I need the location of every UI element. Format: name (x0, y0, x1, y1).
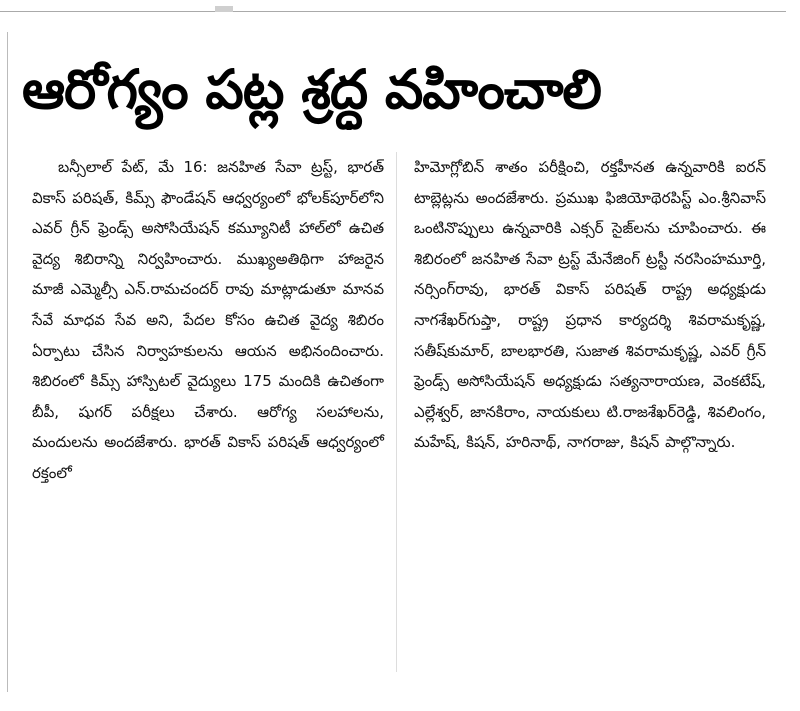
article-headline: ఆరోగ్యం పట్ల శ్రద్ధ వహించాలి (22, 58, 601, 121)
top-edge-fragment (215, 6, 233, 12)
article-column-left: బన్సీలాల్ పేట్, మే 16: జనహిత సేవా ట్రస్ట్, భారత్ వికాస్ పరిషత్, కిమ్స్ ఫౌండేషన్ ఆధ్వర్యంలో భోలక్‌పూర్‌లోని ఎవర్ గ్రీన్ ఫ్రెండ్స్ అసోసియేషన్ కమ్యూనిటీ హాల్‌లో ఉచిత వైద్య శిబిరాన్ని నిర్వహించారు. ముఖ్యఅతిథిగా హాజరైన మాజీ ఎమ్మెల్సీ ఎన్.రామచందర్ రావు మాట్లాడుతూ మానవ సేవే మాధవ సేవ అని, పేదల కోసం ఉచిత వైద్య శిబిరం ఏర్పాటు చేసిన నిర్వాహకులను ఆయన అభినందించారు. శిబిరంలో కిమ్స్ హాస్పిటల్ వైద్యులు 175 మందికి ఉచితంగా బీపీ, షుగర్ పరీక్షలు చేశారు. ఆరోగ్య సలహాలను, మందులను అందజేశారు. భారత్ వికాస్ పరిషత్ ఆధ్వర్యంలో రక్తంలో (32, 158, 384, 482)
column-divider (396, 152, 397, 672)
top-border-rule (0, 11, 786, 12)
left-border-rule (7, 32, 8, 692)
article-column-right: హిమోగ్లోబిన్ శాతం పరీక్షించి, రక్తహీనత ఉన్నవారికి ఐరన్ టాబ్లెట్లను అందజేశారు. ప్రముఖ ఫిజియోథెరపిస్ట్ ఎం.శ్రీనివాస్ ఒంటినొప్పులు ఉన్నవారికి ఎక్సర్ సైజ్‌లను చూపించారు. ఈ శిబిరంలో జనహిత సేవా ట్రస్ట్ మేనేజింగ్ ట్రస్టీ నరసింహమూర్తి, నర్సింగ్‌రావు, భారత్ వికాస్ పరిషత్ రాష్ట్ర అధ్యక్షుడు నాగశేఖర్‌గుప్తా, రాష్ట్ర ప్రధాన కార్యదర్శి శివరామకృష్ణ, సతీష్‌కుమార్, బాలభారతి, సుజాత శివరామకృష్ణ, ఎవర్ గ్రీన్ ఫ్రెండ్స్ అసోసియేషన్ అధ్యక్షుడు సత్యనారాయణ, వెంకటేష్, ఎల్లేశ్వర్, జానకిరాం, నాయకులు టి.రాజశేఖర్‌రెడ్డి, శివలింగం, మహేష్, కిషన్, హరినాథ్, నాగరాజు, కిషన్ పాల్గొన్నారు. (414, 158, 766, 452)
